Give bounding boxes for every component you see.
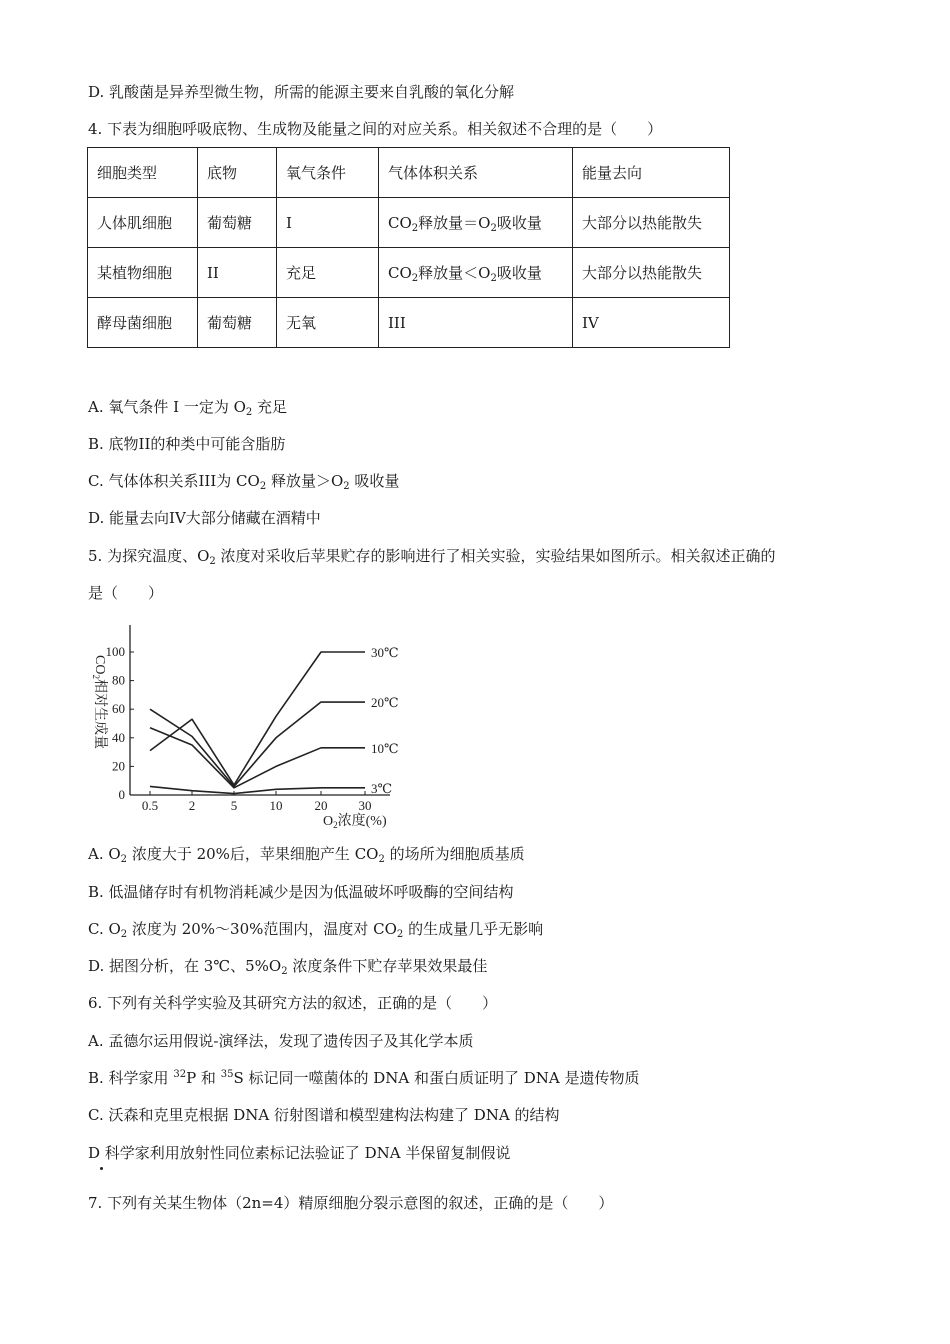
table-header: 细胞类型: [88, 148, 198, 198]
text: P 和: [186, 1069, 221, 1087]
series-label: 20℃: [371, 695, 399, 711]
table-header: 能量去向: [573, 148, 730, 198]
table-row: [88, 298, 730, 348]
series-line: [150, 702, 365, 786]
x-tick-label: 5: [230, 798, 238, 813]
text: 浓度大于 20%后，苹果细胞产生 CO: [127, 845, 379, 863]
x-tick-label: 0.5: [141, 798, 159, 813]
y-axis-label: $CO_2$相对生成量: [91, 655, 107, 749]
x-tick-label: 2: [188, 798, 196, 813]
text: 5. 为探究温度、O: [88, 547, 210, 565]
table-cell: $CO_2$释放量$=O_2$吸收量: [379, 198, 573, 248]
table-header: 底物: [198, 148, 277, 198]
gas-text: 吸收量: [496, 264, 542, 282]
superscript: 32: [173, 1069, 187, 1080]
y-tick-label: 80: [112, 672, 125, 688]
series-line: [150, 728, 365, 788]
q4-option-a: A. 氧气条件 I 一定为 $O_2$ 充足: [88, 398, 288, 418]
y-tick-label: 0: [118, 787, 125, 802]
text: 浓度为 20%～30%范围内，温度对 CO: [127, 920, 397, 938]
q6-stem: 6. 下列有关科学实验及其研究方法的叙述，正确的是（ ）: [88, 994, 498, 1012]
table-cell: I: [277, 198, 379, 248]
text: A. O: [88, 845, 121, 863]
series-label: 30℃: [371, 645, 399, 660]
gas-text: 吸收量: [496, 214, 542, 232]
text: B. 科学家用: [88, 1069, 174, 1087]
x-tick-label: 30: [358, 798, 372, 813]
table-cell: 酵母菌细胞: [88, 298, 198, 348]
table-cell: 无氧: [277, 298, 379, 348]
q4-option-b: B. 底物II的种类中可能含脂肪: [88, 435, 286, 453]
series-line: [150, 652, 365, 785]
text: C. 气体体积关系III为 CO: [88, 472, 260, 490]
text: 吸收量: [349, 472, 400, 490]
text: 的场所为细胞质基质: [384, 845, 525, 863]
table-cell: 大部分以热能散失: [573, 198, 730, 248]
table-row: [88, 248, 730, 298]
gas-text: CO: [388, 214, 412, 232]
table-cell: IV: [573, 298, 730, 348]
q5-stem: 5. 为探究温度、$O_2$ 浓度对采收后苹果贮存的影响进行了相关实验，实验结果如图所示。相关叙述正确的: [88, 547, 776, 567]
y-tick-label: 20: [112, 758, 125, 774]
stray-dot: [100, 1167, 103, 1170]
q6-option-c: C. 沃森和克里克根据 DNA 衍射图谱和模型建构法构建了 DNA 的结构: [88, 1106, 560, 1124]
table-cell: 葡萄糖: [198, 298, 277, 348]
gas-text: 释放量＝O: [418, 214, 491, 232]
chart-labels: [91, 645, 399, 830]
text: D. 据图分析，在 3℃、5%O: [88, 957, 282, 975]
respiration-table: [87, 147, 730, 348]
text: 的生成量几乎无影响: [403, 920, 544, 938]
series-line: [150, 786, 365, 793]
q6-option-b: [88, 1068, 640, 1088]
q3-option-d: D. 乳酸菌是异养型微生物，所需的能源主要来自乳酸的氧化分解: [88, 83, 515, 101]
y-tick-label: 100: [105, 644, 125, 659]
table-cell: 人体肌细胞: [88, 198, 198, 248]
chart-series: [150, 652, 365, 794]
table-cell: 大部分以热能散失: [573, 248, 730, 298]
series-label: 10℃: [371, 740, 399, 756]
text: C. O: [88, 920, 121, 938]
q4-option-d: D. 能量去向IV大部分储藏在酒精中: [88, 509, 321, 527]
table-header: 氧气条件: [277, 148, 379, 198]
table-cell: II: [198, 248, 277, 298]
x-tick-label: 20: [314, 798, 328, 813]
chart-axes: [106, 625, 391, 813]
table-cell: 葡萄糖: [198, 198, 277, 248]
y-tick-label: 40: [112, 729, 125, 745]
text: A. 氧气条件 I 一定为 O: [88, 398, 246, 416]
q4-option-c: C. 气体体积关系III为 $CO_2$ 释放量$>O_2$ 吸收量: [88, 472, 400, 492]
superscript: 35: [220, 1069, 234, 1080]
y-tick-label: 60: [112, 701, 125, 717]
x-tick-label: 10: [269, 798, 283, 813]
q5-option-b: B. 低温储存时有机物消耗减少是因为低温破坏呼吸酶的空间结构: [88, 883, 514, 901]
q5-option-a: A. $O_2$ 浓度大于 20%后，苹果细胞产生 $CO_2$ 的场所为细胞质基质: [88, 845, 525, 865]
text: S 标记同一噬菌体的 DNA 和蛋白质证明了 DNA 是遗传物质: [233, 1069, 640, 1087]
text: 浓度条件下贮存苹果效果最佳: [287, 957, 488, 975]
q5-stem-cont: 是（ ）: [88, 584, 164, 602]
q5-option-c: C. $O_2$ 浓度为 20%～30%范围内，温度对 $CO_2$ 的生成量几乎无影响: [88, 920, 544, 940]
table-cell: III: [379, 298, 573, 348]
text: 释放量＞O: [266, 472, 344, 490]
q4-stem: 4. 下表为细胞呼吸底物、生成物及能量之间的对应关系。相关叙述不合理的是（ ）: [88, 120, 663, 138]
table-cell: $CO_2$释放量$<O_2$吸收量: [379, 248, 573, 298]
q6-option-a: A. 孟德尔运用假说-演绎法，发现了遗传因子及其化学本质: [88, 1032, 474, 1050]
series-label: 3℃: [371, 780, 393, 796]
table-header: 气体体积关系: [379, 148, 573, 198]
x-axis-label: $O_2$浓度(%): [323, 814, 387, 830]
q6-option-d: D 科学家利用放射性同位素标记法验证了 DNA 半保留复制假说: [88, 1144, 511, 1162]
co2-line-chart: [85, 615, 415, 835]
q7-stem: 7. 下列有关某生物体（2n=4）精原细胞分裂示意图的叙述，正确的是（ ）: [88, 1194, 614, 1212]
gas-text: CO: [388, 264, 412, 282]
text: 浓度对采收后苹果贮存的影响进行了相关实验，实验结果如图所示。相关叙述正确的: [215, 547, 776, 565]
table-cell: 充足: [277, 248, 379, 298]
q5-option-d: D. 据图分析，在 3℃、$5\%O_2$ 浓度条件下贮存苹果效果最佳: [88, 957, 488, 977]
table-row: [88, 198, 730, 248]
table-header-row: [88, 148, 730, 198]
table-cell: 某植物细胞: [88, 248, 198, 298]
text: 充足: [252, 398, 288, 416]
gas-text: 释放量＜O: [418, 264, 491, 282]
